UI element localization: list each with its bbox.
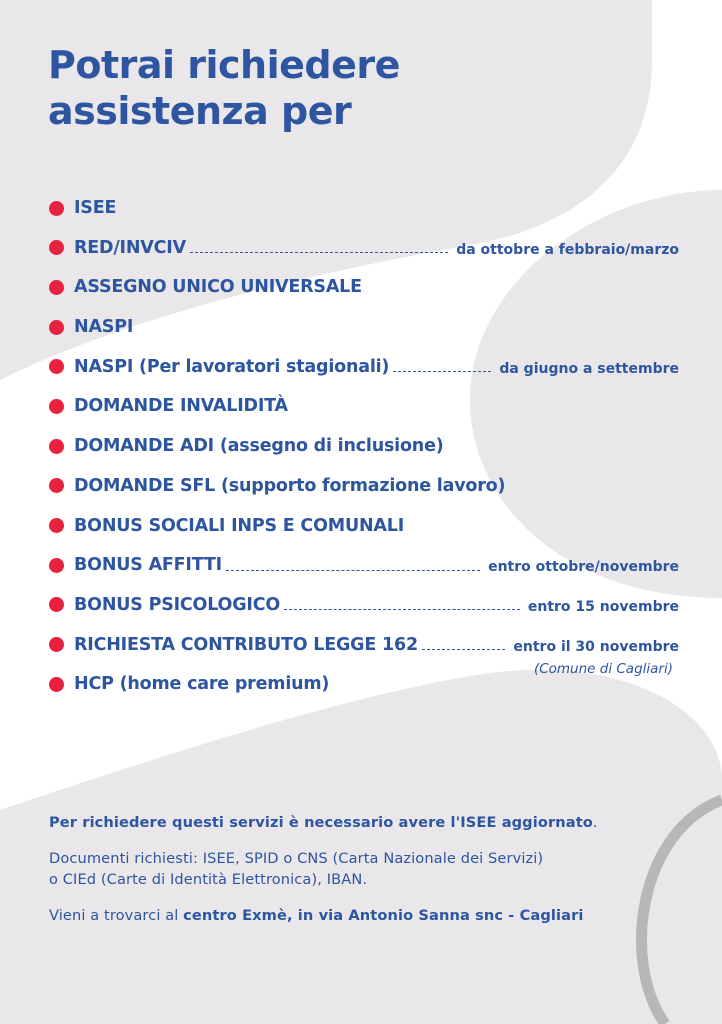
service-label: BONUS AFFITTI xyxy=(74,555,222,576)
service-label: ISEE xyxy=(74,198,117,218)
service-label: HCP (home care premium) xyxy=(74,674,330,695)
bullet-dot xyxy=(49,558,64,573)
service-legge-162 xyxy=(49,633,679,677)
isee-notice-text: Per richiedere questi servizi è necessario avere l'ISEE aggiornato xyxy=(49,814,593,831)
service-assegno-unico xyxy=(49,275,679,299)
bullet-dot xyxy=(49,320,64,335)
service-subnote: (Comune di Cagliari) xyxy=(533,660,673,677)
service-invalidita xyxy=(49,394,679,418)
service-naspi-stagionali xyxy=(49,355,679,379)
service-label: DOMANDE SFL (supporto formazione lavoro) xyxy=(74,475,506,496)
isee-notice xyxy=(49,812,649,833)
visit-info xyxy=(49,905,649,926)
service-label: BONUS PSICOLOGICO xyxy=(74,594,281,615)
bullet-dot xyxy=(49,399,64,414)
bullet-dot xyxy=(49,359,64,374)
page-title xyxy=(48,42,400,134)
service-label: RICHIESTA CONTRIBUTO LEGGE 162 xyxy=(74,634,418,655)
bullet-dot xyxy=(49,240,64,255)
service-naspi xyxy=(49,315,679,339)
bullet-dot xyxy=(49,280,64,295)
visit-prefix: Vieni a trovarci al xyxy=(49,907,184,924)
service-period: entro il 30 novembre xyxy=(513,638,679,655)
service-bonus-sociali xyxy=(49,514,679,538)
bullet-dot xyxy=(49,201,64,216)
dotted-leader xyxy=(393,371,491,372)
service-bonus-psicologico xyxy=(49,593,679,617)
bullet-dot xyxy=(49,677,64,692)
isee-notice-period: . xyxy=(592,814,598,831)
service-label: NASPI xyxy=(74,317,134,338)
service-period: da ottobre a febbraio/marzo xyxy=(456,241,679,258)
service-bonus-affitti xyxy=(49,553,679,577)
bullet-dot xyxy=(49,597,64,612)
service-label: ASSEGNO UNICO UNIVERSALE xyxy=(74,277,362,298)
bullet-dot xyxy=(49,518,64,533)
service-isee xyxy=(49,196,679,220)
visit-location: centro Exmè, in via Antonio Sanna snc - Cagliari xyxy=(183,907,584,924)
service-period: entro ottobre/novembre xyxy=(488,559,679,576)
service-period: da giugno a settembre xyxy=(499,360,679,377)
title-line-1: Potrai richiedere xyxy=(48,43,400,87)
service-label: NASPI (Per lavoratori stagionali) xyxy=(74,356,390,377)
documents-line-2: o CIEd (Carte di Identità Elettronica), IBAN. xyxy=(49,871,368,888)
service-period: entro 15 novembre xyxy=(527,598,679,615)
bullet-dot xyxy=(49,439,64,454)
service-label: RED/INVCIV xyxy=(74,237,186,258)
service-sfl xyxy=(49,474,679,498)
service-adi xyxy=(49,434,679,458)
service-hcp xyxy=(49,672,679,696)
documents-line-1: Documenti richiesti: ISEE, SPID o CNS (Carta Nazionale dei Servizi) xyxy=(49,850,544,867)
footer-info xyxy=(49,812,649,941)
documents-required xyxy=(49,848,649,890)
service-red-invciv xyxy=(49,236,679,260)
service-label: BONUS SOCIALI INPS E COMUNALI xyxy=(74,515,405,536)
dotted-leader xyxy=(284,609,520,610)
service-label: DOMANDE ADI (assegno di inclusione) xyxy=(74,436,444,457)
bullet-dot xyxy=(49,637,64,652)
title-line-2: assistenza per xyxy=(48,89,352,133)
dotted-leader xyxy=(422,649,505,650)
services-list xyxy=(49,196,679,712)
top-right-white-cutout xyxy=(652,0,722,200)
dotted-leader xyxy=(190,252,448,253)
bullet-dot xyxy=(49,478,64,493)
service-label: DOMANDE INVALIDITÀ xyxy=(74,396,288,417)
dotted-leader xyxy=(226,570,480,571)
